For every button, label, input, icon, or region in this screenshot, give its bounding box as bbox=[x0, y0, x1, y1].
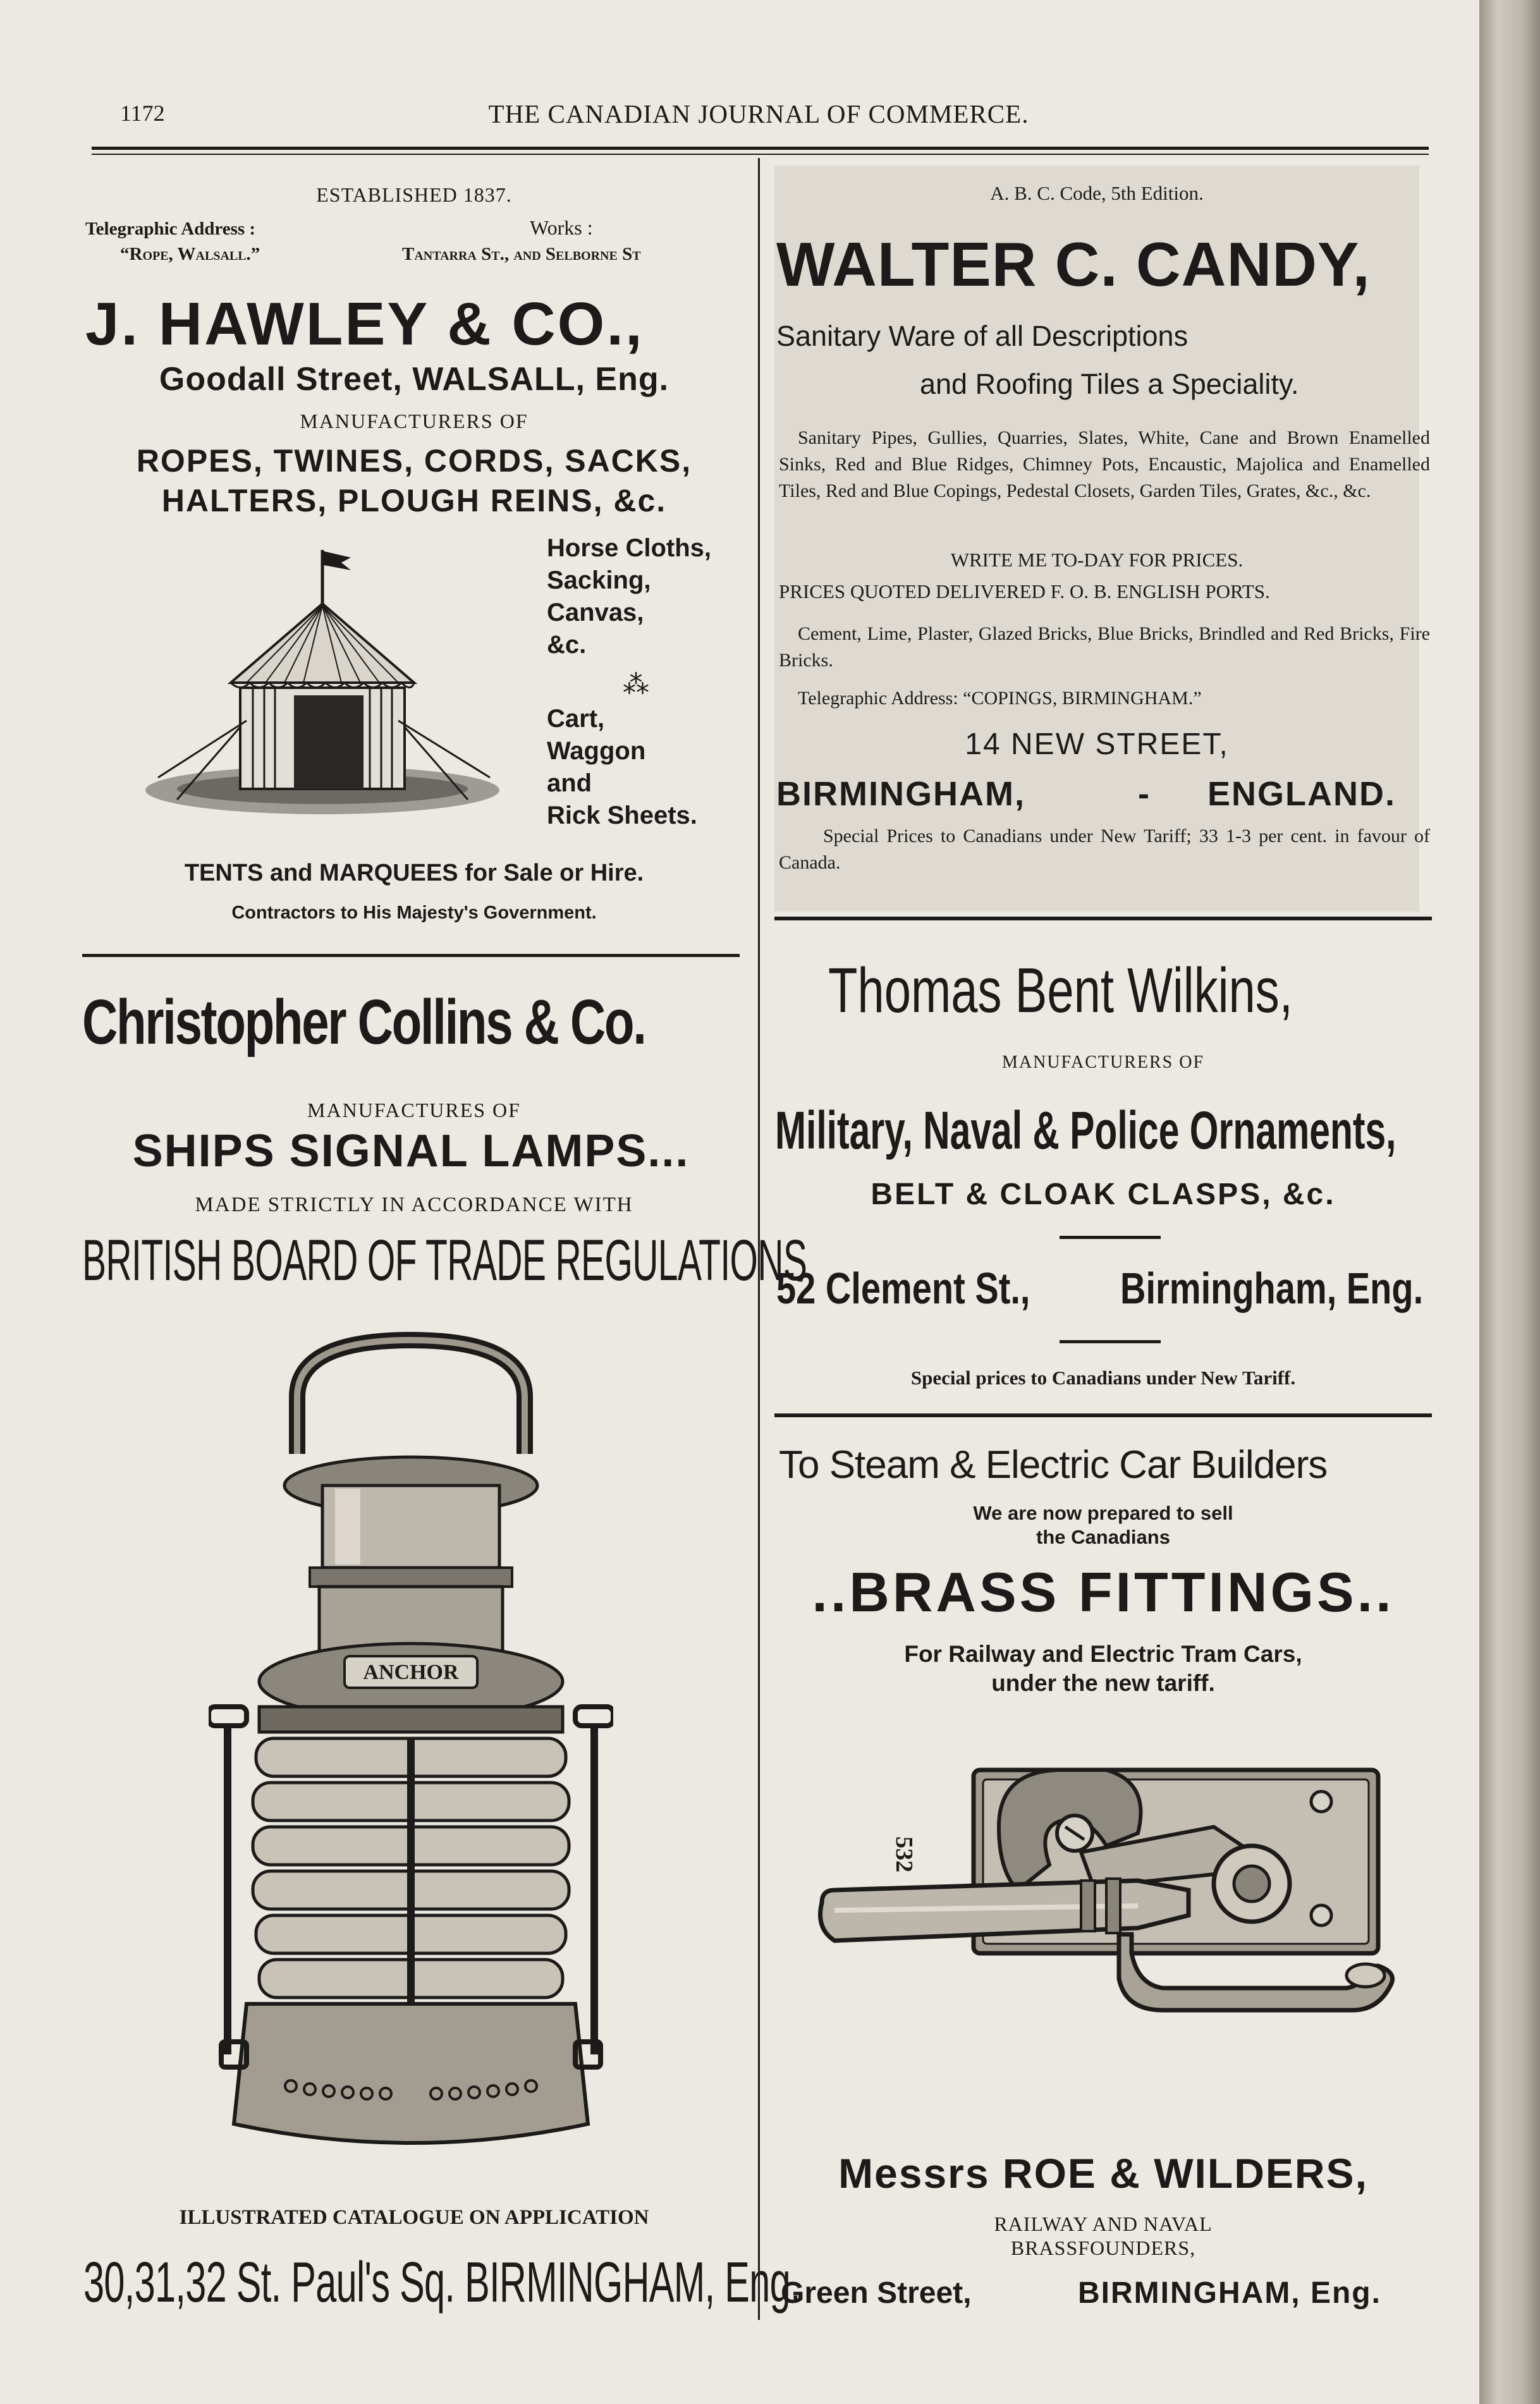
hawley-name: J. HAWLEY & CO., bbox=[85, 290, 644, 358]
roe-name: Messrs ROE & WILDERS, bbox=[838, 2150, 1368, 2197]
roe-for-line2: under the new tariff. bbox=[991, 1670, 1215, 1696]
hawley-address: Goodall Street, WALSALL, Eng. bbox=[159, 361, 669, 398]
wilkins-city: Birmingham, Eng. bbox=[1120, 1264, 1424, 1313]
candy-write: WRITE ME TO-DAY FOR PRICES. bbox=[950, 549, 1244, 571]
page-number: 1172 bbox=[120, 101, 165, 126]
collins-address-box bbox=[83, 2250, 800, 2326]
roe-prepared-line2: the Canadians bbox=[1036, 1526, 1170, 1548]
tent-illustration bbox=[139, 537, 506, 834]
roe-prepared-line1: We are now prepared to sell bbox=[973, 1502, 1233, 1524]
lantern-illustration bbox=[209, 1327, 613, 2187]
wilkins-street: 52 Clement St., bbox=[776, 1264, 1030, 1313]
collins-product: SHIPS SIGNAL LAMPS... bbox=[132, 1126, 690, 1176]
hawley-telegraphic-value: “Rope, Walsall.” bbox=[120, 244, 260, 264]
left-divider-rule bbox=[82, 954, 740, 957]
wilkins-city-box bbox=[1120, 1263, 1499, 1320]
hawley-contractors: Contractors to His Majesty's Government. bbox=[231, 903, 597, 923]
candy-tagline2: and Roofing Tiles a Speciality. bbox=[920, 368, 1299, 400]
candy-country: ENGLAND. bbox=[1207, 775, 1396, 813]
page-gutter-edge bbox=[1479, 0, 1540, 2404]
collins-made: MADE STRICTLY IN ACCORDANCE WITH bbox=[195, 1193, 633, 1216]
roe-type-line2: BRASSFOUNDERS, bbox=[1010, 2236, 1196, 2259]
roe-product: ..BRASS FITTINGS.. bbox=[812, 1561, 1395, 1623]
ornament-asterism: ⁂ bbox=[623, 671, 649, 700]
right-divider-rule-1 bbox=[774, 917, 1432, 920]
roe-for-line1: For Railway and Electric Tram Cars, bbox=[904, 1641, 1302, 1667]
hawley-side-item: and bbox=[547, 769, 592, 797]
lamp-plate-text: ANCHOR bbox=[363, 1661, 459, 1684]
hawley-side-item: Waggon bbox=[547, 737, 646, 765]
hawley-side-list-2 bbox=[547, 703, 697, 832]
hawley-side-item: Canvas, bbox=[547, 599, 644, 626]
candy-code: A. B. C. Code, 5th Edition. bbox=[990, 182, 1204, 204]
hawley-established: ESTABLISHED 1837. bbox=[316, 183, 512, 206]
hawley-side-item: Rick Sheets. bbox=[547, 802, 697, 829]
hawley-works-value: Tantarra St., and Selborne St bbox=[402, 244, 641, 264]
candy-body1: Sanitary Pipes, Gullies, Quarries, Slates, White, Cane and Brown Enamelled Sinks, Red and Blue Ridges, Chimney Pots, Encaustic, Majolica and Enamelled Tiles, Red and Blue Copings, Pedestal Closets, Garden Tiles, Grates, &c., &c. bbox=[779, 427, 1430, 501]
hawley-telegraphic-label: Telegraphic Address : bbox=[85, 219, 256, 239]
wilkins-name-box bbox=[828, 955, 1439, 1024]
header-rule-thick bbox=[92, 147, 1429, 150]
hawley-manufacturers-of: MANUFACTURERS OF bbox=[300, 410, 529, 432]
wilkins-street-box bbox=[776, 1263, 1094, 1320]
roe-street: Green Street, bbox=[781, 2276, 972, 2310]
hawley-works-label: Works : bbox=[530, 216, 593, 239]
hawley-side-list-1 bbox=[547, 532, 711, 661]
collins-catalogue: ILLUSTRATED CATALOGUE ON APPLICATION bbox=[179, 2206, 649, 2229]
hawley-side-item: Cart, bbox=[547, 705, 605, 733]
collins-manufactures: MANUFACTURES OF bbox=[307, 1099, 521, 1121]
candy-prices: PRICES QUOTED DELIVERED F. O. B. ENGLISH PORTS. bbox=[779, 580, 1270, 602]
collins-name: Christopher Collins & Co. bbox=[82, 987, 645, 1058]
collins-address: 30,31,32 St. Paul's Sq. BIRMINGHAM, Eng. bbox=[83, 2251, 800, 2314]
hawley-products-line1: ROPES, TWINES, CORDS, SACKS, bbox=[136, 443, 692, 479]
wilkins-short-rule-2 bbox=[1060, 1340, 1161, 1343]
hawley-products-line2: HALTERS, PLOUGH REINS, &c. bbox=[161, 483, 667, 518]
hawley-side-item: Sacking, bbox=[547, 566, 651, 594]
candy-tagline1: Sanitary Ware of all Descriptions bbox=[776, 320, 1189, 352]
collins-regulations: BRITISH BOARD OF TRADE REGULATIONS bbox=[82, 1228, 807, 1293]
journal-title: THE CANADIAN JOURNAL OF COMMERCE. bbox=[488, 99, 1029, 128]
candy-name: WALTER C. CANDY, bbox=[776, 229, 1371, 299]
collins-regulations-box bbox=[82, 1228, 807, 1297]
candy-city: BIRMINGHAM, bbox=[776, 775, 1025, 813]
candy-street: 14 NEW STREET, bbox=[965, 728, 1229, 761]
right-divider-rule-2 bbox=[774, 1413, 1432, 1417]
brass-fitting-illustration bbox=[809, 1745, 1410, 2099]
roe-city: BIRMINGHAM, Eng. bbox=[1078, 2276, 1381, 2310]
header-rule-thin bbox=[92, 154, 1429, 155]
candy-body2: Cement, Lime, Plaster, Glazed Bricks, Blue Bricks, Brindled and Red Bricks, Fire Bricks. bbox=[779, 623, 1430, 671]
wilkins-manufacturers-of: MANUFACTURERS OF bbox=[1001, 1053, 1205, 1072]
wilkins-special: Special prices to Canadians under New Tariff. bbox=[910, 1367, 1296, 1389]
wilkins-products-box bbox=[775, 1100, 1540, 1163]
hawley-side-item: &c. bbox=[547, 631, 587, 659]
candy-dash: - bbox=[1138, 775, 1149, 813]
roe-headline: To Steam & Electric Car Builders bbox=[779, 1443, 1328, 1487]
wilkins-name: Thomas Bent Wilkins, bbox=[828, 955, 1293, 1026]
candy-special: Special Prices to Canadians under New Tariff; 33 1-3 per cent. in favour of Canada. bbox=[779, 826, 1430, 873]
wilkins-products: Military, Naval & Police Ornaments, bbox=[775, 1101, 1396, 1160]
wilkins-clasps: BELT & CLOAK CLASPS, &c. bbox=[871, 1178, 1336, 1211]
hawley-side-item: Horse Cloths, bbox=[547, 534, 712, 562]
wilkins-short-rule-1 bbox=[1060, 1236, 1161, 1239]
candy-telegraphic: Telegraphic Address: “COPINGS, BIRMINGHAM.” bbox=[798, 688, 1202, 709]
hawley-tents: TENTS and MARQUEES for Sale or Hire. bbox=[184, 860, 644, 886]
roe-type-line1: RAILWAY AND NAVAL bbox=[994, 2212, 1213, 2235]
roe-part-number: 532 bbox=[891, 1836, 917, 1872]
